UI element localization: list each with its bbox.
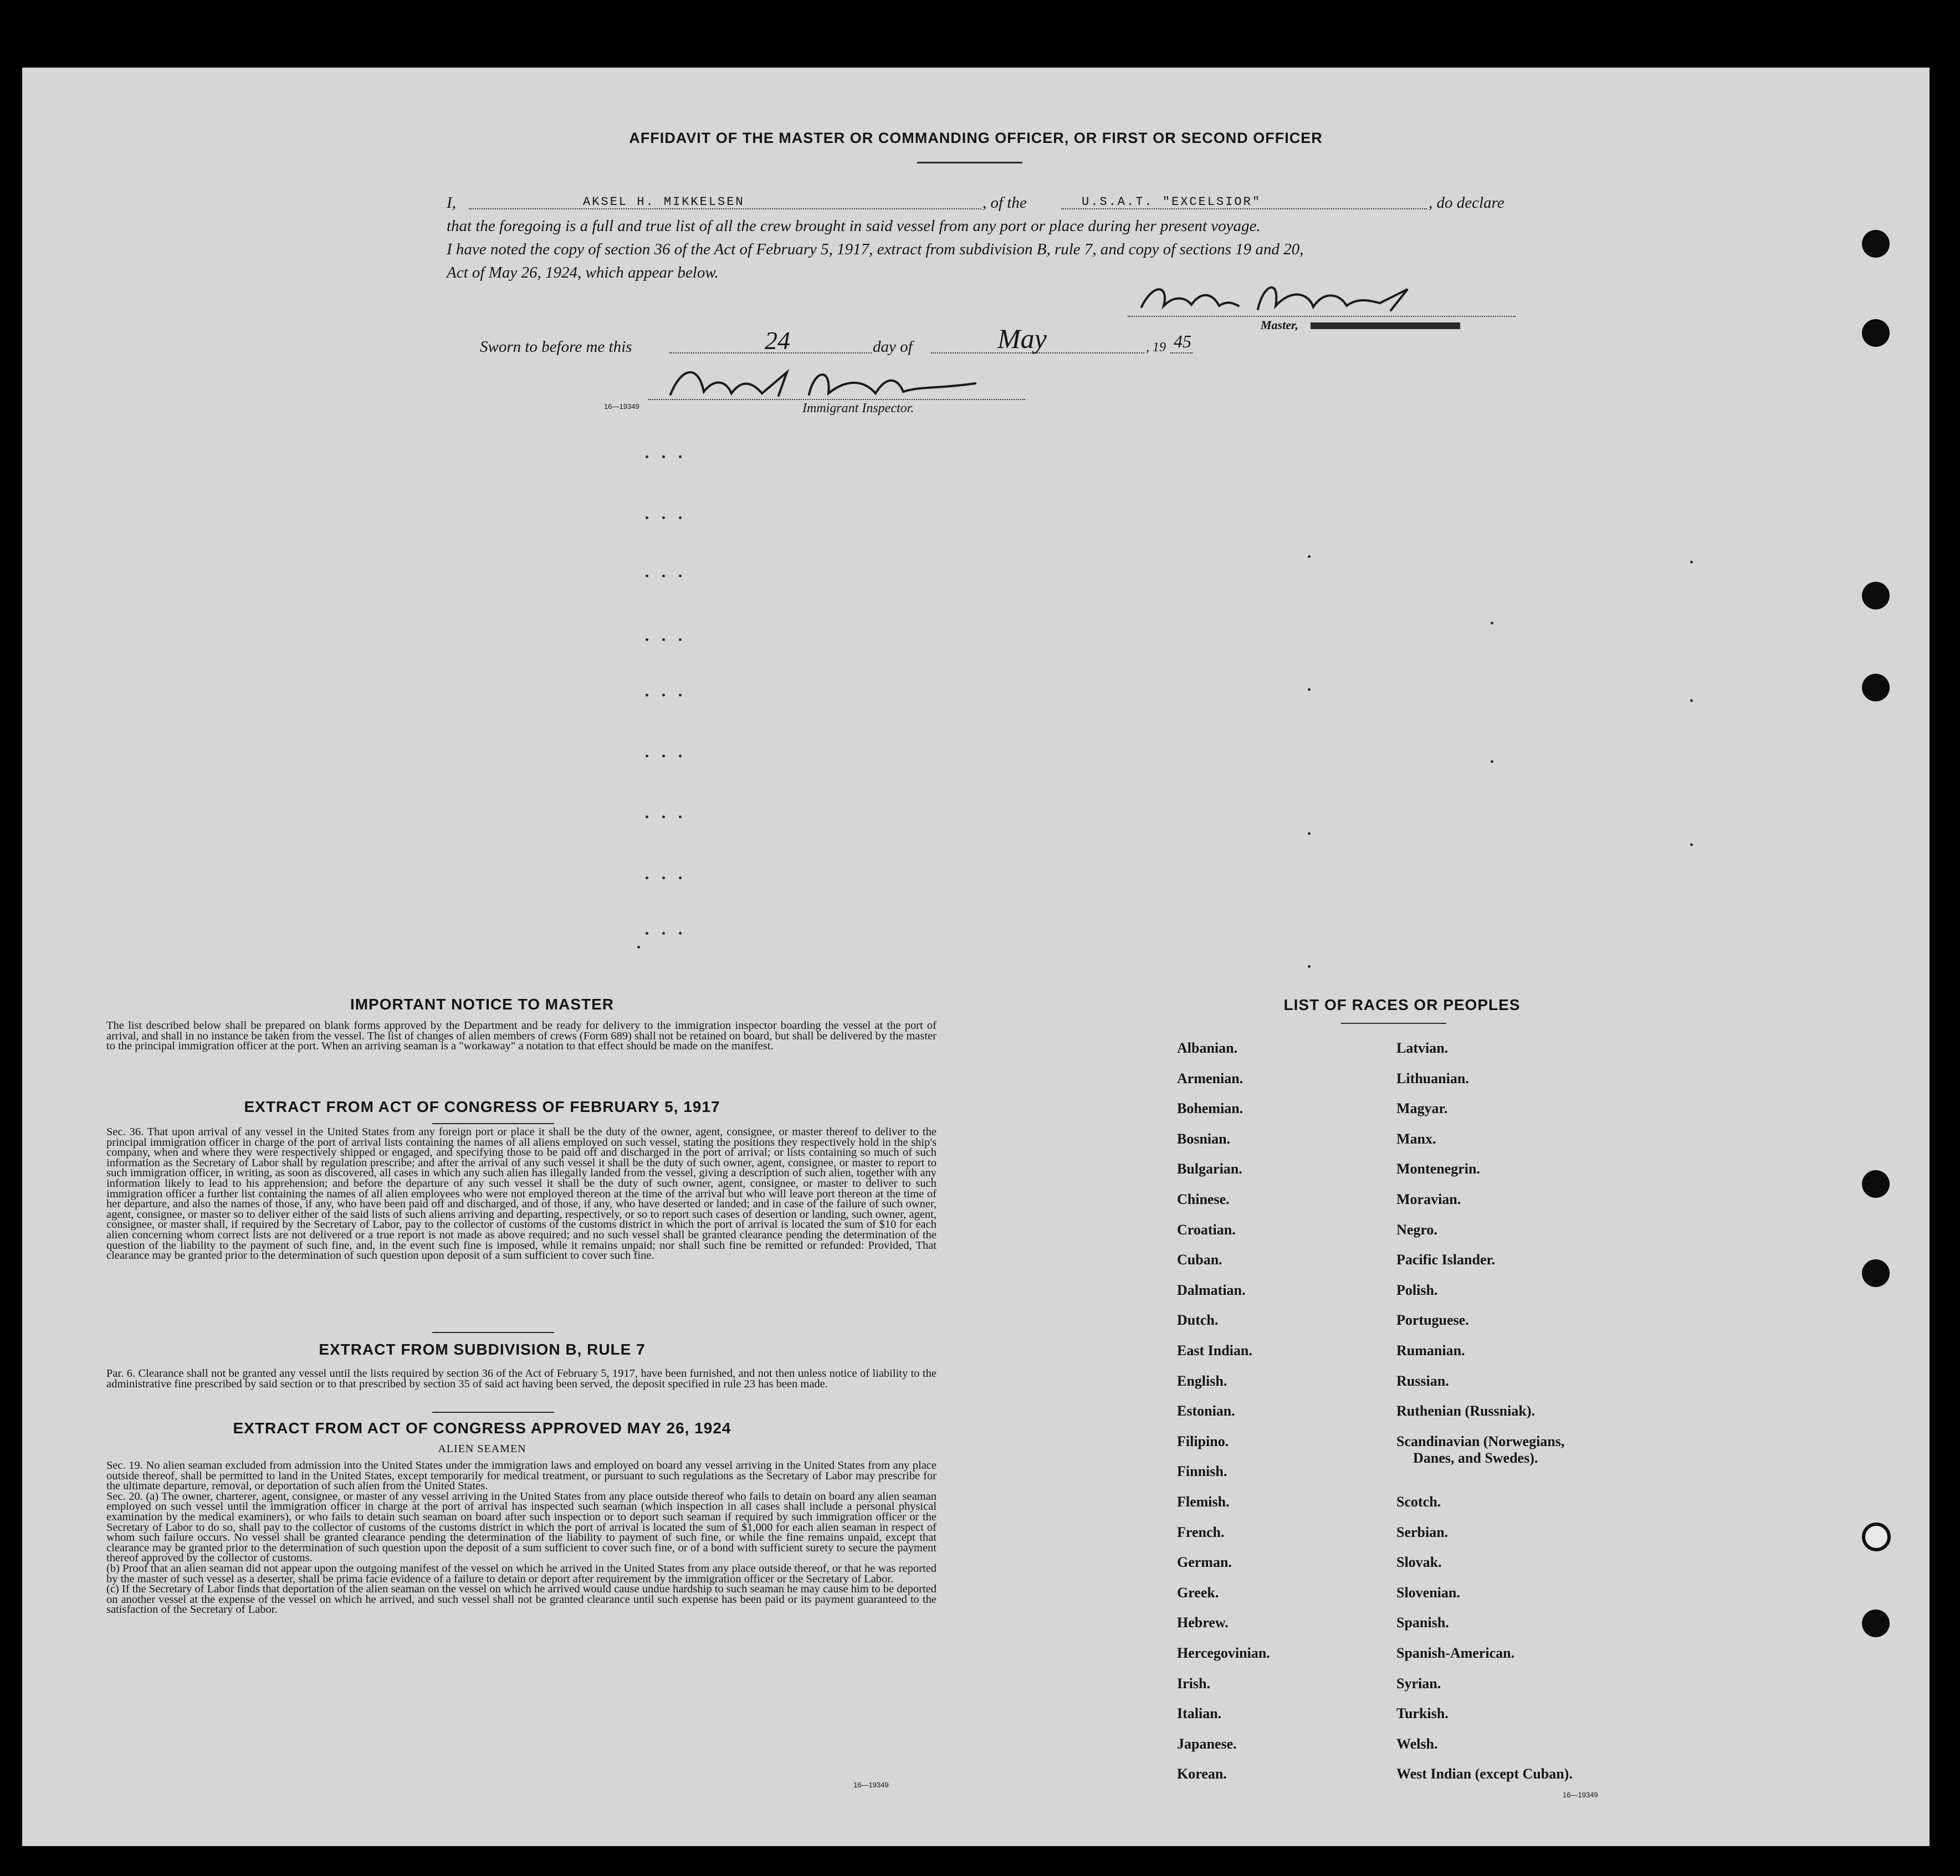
speck	[1491, 760, 1493, 763]
rule-7-overline	[432, 1332, 554, 1333]
extract-1924-text	[83, 1460, 936, 1615]
race-item: Scandinavian (Norwegians,	[1396, 1433, 1565, 1449]
race-item: Ruthenian (Russniak).	[1396, 1403, 1535, 1419]
race-item: Syrian.	[1396, 1675, 1441, 1692]
affidavit-line1-suffix: , do declare	[1429, 194, 1504, 212]
document-page	[22, 68, 1930, 1846]
race-item: Montenegrin.	[1396, 1161, 1480, 1177]
affidavit-line1-prefix: I,	[447, 194, 456, 212]
race-item: Italian.	[1177, 1705, 1222, 1722]
speck	[679, 755, 682, 757]
race-item: Greek.	[1177, 1584, 1219, 1601]
race-item: Slovak.	[1396, 1554, 1442, 1571]
race-item: Moravian.	[1396, 1191, 1461, 1207]
races-underline	[1341, 1023, 1446, 1024]
speck	[646, 932, 648, 935]
speck	[662, 877, 665, 879]
speck	[662, 932, 665, 935]
speck	[646, 755, 648, 757]
race-item: Negro.	[1396, 1221, 1437, 1238]
race-item: Pacific Islander.	[1396, 1252, 1496, 1268]
affidavit-form-number: 16—19349	[604, 402, 639, 411]
race-item: German.	[1177, 1554, 1232, 1571]
speck	[646, 455, 648, 458]
extract-form-number: 16—19349	[853, 1781, 889, 1789]
year-suffix: 45	[1174, 331, 1191, 351]
vessel-name: U.S.A.T. "EXCELSIOR"	[1082, 195, 1262, 209]
speck	[637, 946, 640, 949]
speck	[662, 694, 665, 696]
race-item: Latvian.	[1396, 1040, 1449, 1056]
master-label: Master,	[1261, 318, 1298, 332]
title-underline	[917, 162, 1022, 163]
race-item: Spanish.	[1396, 1614, 1449, 1631]
year-blank	[1170, 352, 1193, 353]
affidavit-line2: that the foregoing is a full and true list of all the crew brought in said vessel from any port or place during her present voyage.	[447, 217, 1261, 235]
race-item: Danes, and Swedes).	[1413, 1450, 1538, 1467]
speck	[1308, 832, 1311, 835]
speck	[646, 816, 648, 818]
race-item: Chinese.	[1177, 1191, 1230, 1207]
master-signature-line	[1128, 316, 1516, 317]
section-20a-paragraph: Sec. 20. (a) The owner, charterer, agent, consignee, or master of any vessel arriving in the United States from any place outside thereof who fails to detain on board any alien seaman employed on such vessel until the immigration officer in charge at the port of arrival has inspected such seaman (which inspection in all cases shall include a personal physical examination by the medical examiners), or who fails to detain such seaman on board after such inspection or to deport such seaman if required by such immigration officer or the Secretary of Labor to do so, shall pay to the collector of customs of the customs district in which the port of arrival is located the sum of $1,000 for each alien seaman in respect of whom such failure occurs. No vessel shall be granted clearance pending the determination of the liability to payment of such fine, or while the fine remains unpaid, except that clearance may be granted prior to the determination of such question upon the deposit of a sum sufficient to cover such fine, or of a bond with sufficient surety to secure the payment thereof approved by the collector of customs.	[106, 1490, 936, 1565]
speck	[679, 455, 682, 458]
race-item: Portuguese.	[1396, 1312, 1469, 1329]
race-item: Slovenian.	[1396, 1584, 1460, 1601]
extract-1917-title: EXTRACT FROM ACT OF CONGRESS OF FEBRUARY 5, 1917	[244, 1098, 720, 1115]
race-item: Estonian.	[1177, 1403, 1235, 1419]
speck	[646, 575, 648, 577]
race-item: Irish.	[1177, 1675, 1210, 1692]
punch-hole	[1862, 674, 1890, 701]
race-item: Finnish.	[1177, 1463, 1227, 1480]
race-item: West Indian (except Cuban).	[1396, 1766, 1573, 1782]
day-of-label: day of	[873, 338, 913, 356]
punch-hole	[1862, 1523, 1891, 1551]
race-item: Bulgarian.	[1177, 1161, 1242, 1177]
speck	[679, 816, 682, 818]
declarant-name: AKSEL H. MIKKELSEN	[583, 195, 745, 209]
speck	[646, 877, 648, 879]
race-item: Lithuanian.	[1396, 1070, 1469, 1086]
speck	[646, 694, 648, 696]
race-item: Dalmatian.	[1177, 1282, 1246, 1298]
extract-1917-text	[83, 1127, 936, 1261]
master-signature	[1130, 273, 1507, 322]
races-form-number: 16—19349	[1563, 1791, 1598, 1799]
speck	[662, 755, 665, 757]
race-item: Croatian.	[1177, 1221, 1236, 1238]
punch-hole	[1862, 230, 1890, 258]
races-title: LIST OF RACES OR PEOPLES	[1283, 996, 1521, 1013]
race-item: Dutch.	[1177, 1312, 1219, 1329]
punch-hole	[1862, 319, 1890, 347]
race-item: Rumanian.	[1396, 1342, 1465, 1359]
speck	[1308, 555, 1311, 558]
speck	[1308, 965, 1311, 968]
speck	[1491, 622, 1493, 624]
race-item: Polish.	[1396, 1282, 1438, 1298]
speck	[662, 575, 665, 577]
race-item: French.	[1177, 1524, 1225, 1540]
struck-out-text	[1311, 322, 1460, 329]
section-20b-paragraph: (b) Proof that an alien seaman did not appear upon the outgoing manifest of the vessel on which he arrived in the United States from any place outside thereof, or that he was reported by the master of such vessel as a deserter, shall be prima facie evidence of a failure to detain or deport after requirement by the immigration officer or the Secretary of Labor.	[106, 1562, 936, 1585]
extract-rule7-title: EXTRACT FROM SUBDIVISION B, RULE 7	[319, 1341, 646, 1358]
race-item: Welsh.	[1396, 1735, 1438, 1752]
extract-1924-title: EXTRACT FROM ACT OF CONGRESS APPROVED MAY 26, 1924	[233, 1419, 731, 1437]
race-item: Korean.	[1177, 1766, 1227, 1782]
race-item: Hercegovinian.	[1177, 1645, 1270, 1661]
race-item: Spanish-American.	[1396, 1645, 1515, 1661]
extract-rule7-text	[83, 1368, 936, 1389]
speck	[679, 694, 682, 696]
speck	[1308, 688, 1311, 691]
speck	[662, 816, 665, 818]
extract-1917-underline	[432, 1123, 554, 1124]
inspector-label: Immigrant Inspector.	[802, 401, 914, 416]
speck	[646, 516, 648, 519]
speck	[679, 638, 682, 641]
race-item: Bosnian.	[1177, 1130, 1231, 1147]
speck	[679, 575, 682, 577]
affidavit-line1-mid: , of the	[982, 194, 1027, 212]
race-item: Cuban.	[1177, 1252, 1222, 1268]
race-item: Serbian.	[1396, 1524, 1449, 1540]
race-item: Japanese.	[1177, 1735, 1237, 1752]
notice-text	[83, 1021, 936, 1052]
race-item: Flemish.	[1177, 1494, 1230, 1510]
section-19-paragraph: Sec. 19. No alien seaman excluded from admission into the United States under the immigration laws and employed on board any vessel arriving in the United States from any place outside thereof, shall be permitted to land in the United States, except temporarily for medical treatment, or pursuant to such regulations as the Secretary of Labor may prescribe for the ultimate departure, removal, or deportation of such alien from the United States.	[106, 1459, 936, 1493]
race-item: Russian.	[1396, 1372, 1449, 1389]
race-item: Albanian.	[1177, 1040, 1238, 1056]
punch-hole	[1862, 1610, 1890, 1637]
punch-hole	[1862, 582, 1890, 609]
extract-1924-subtitle: ALIEN SEAMEN	[438, 1443, 526, 1455]
speck	[679, 932, 682, 935]
sworn-day: 24	[765, 326, 790, 355]
race-item: Armenian.	[1177, 1070, 1243, 1086]
race-item: Filipino.	[1177, 1433, 1229, 1449]
speck	[1690, 843, 1693, 846]
punch-hole	[1862, 1259, 1890, 1287]
speck	[679, 877, 682, 879]
affidavit-line3: I have noted the copy of section 36 of the Act of February 5, 1917, extract from subdivision B, rule 7, and copy of sections 19 and 20,	[447, 240, 1304, 258]
race-item: East Indian.	[1177, 1342, 1252, 1359]
year-prefix: , 19	[1146, 340, 1166, 355]
race-item: Magyar.	[1396, 1100, 1448, 1117]
punch-hole	[1862, 1170, 1890, 1198]
rule-7-paragraph: Par. 6. Clearance shall not be granted any vessel until the lists required by section 36 of the Act of February 5, 1917, have been furnished, and not then unless notice of liability to the administrative fine prescribed by said section or to that prescribed by section 35 of said act having been served, the deposit specified in rule 23 has been made.	[106, 1367, 936, 1390]
sworn-month: May	[997, 323, 1047, 354]
speck	[662, 516, 665, 519]
extract-1924-overline	[432, 1412, 554, 1413]
speck	[679, 516, 682, 519]
affidavit-line4: Act of May 26, 1924, which appear below.	[447, 264, 719, 281]
inspector-signature-line	[648, 399, 1025, 400]
speck	[646, 638, 648, 641]
race-item: English.	[1177, 1372, 1227, 1389]
section-20c-paragraph: (c) If the Secretary of Labor finds that deportation of the alien seaman on the vessel on which he arrived would cause undue hardship to such seaman he may cause him to be deported on another vessel at the expense of the vessel on which he arrived, and such vessel shall not be granted clearance until such expense has been paid or its payment guaranteed to the satisfaction of the Secretary of Labor.	[106, 1583, 936, 1616]
race-item: Turkish.	[1396, 1705, 1449, 1722]
race-item: Bohemian.	[1177, 1100, 1243, 1117]
section-36-paragraph: Sec. 36. That upon arrival of any vessel in the United States from any foreign port or place it shall be the duty of the owner, agent, consignee, or master thereof to deliver to the principal immigration officer in charge of the port of arrival lists containing the names of all aliens employed on such vessel, stating the positions they respectively hold in the ship's company, when and where they were respectively shipped or engaged, and specifying those to be paid off and discharged in the port of arrival; or lists containing so much of such information as the Secretary of Labor shall by regulation prescribe; and after the arrival of any such vessel it shall be the duty of such owner, agent, consignee, or master to report to such immigration officer, in writing, as soon as discovered, all cases in which any such alien has illegally landed from the vessel, giving a description of such alien, together with any information likely to lead to his apprehension; and before the departure of any such vessel it shall be the duty of such owner, agent, consignee, or master to deliver to such immigration officer a further list containing the names of all alien employees who were not employed thereon at the time of the arrival but who will leave port thereon at the time of her departure, and also the names of those, if any, who have been paid off and discharged, and of those, if any, who have deserted or landed; and in case of the failure of such owner, agent, consignee, or master so to deliver either of the said lists of such aliens arriving and departing, respectively, or so to report such cases of desertion or landing, such owner, agent, consignee, or master shall, if required by the Secretary of Labor, pay to the collector of customs of the customs district in which the port of arrival is located the sum of $10 for each alien concerning whom correct lists are not delivered or a true report is not made as above required; and no such vessel shall be granted clearance pending the determination of the question of the liability to the payment of such fine, and, in the event such fine is imposed, while it remains unpaid; nor shall such fine be remitted or refunded: Provided, That clearance may be granted prior to the determination of such question upon deposit of a sum sufficient to cover such fine.	[106, 1126, 936, 1262]
sworn-prefix: Sworn to before me this	[480, 338, 632, 356]
notice-paragraph: The list described below shall be prepared on blank forms approved by the Department and be ready for delivery to the immigration inspector boarding the vessel at the port of arrival, and shall in no instance be taken from the vessel. The list of changes of alien members of crews (Form 689) shall not be retained on board, but shall be delivered by the master to the principal immigration officer at the port. When an arriving seaman is a "workaway" a notation to that effect should be made on the manifest.	[106, 1019, 936, 1053]
race-item: Hebrew.	[1177, 1614, 1229, 1631]
affidavit-title: AFFIDAVIT OF THE MASTER OR COMMANDING OFFICER, OR FIRST OR SECOND OFFICER	[629, 130, 1323, 146]
race-item: Manx.	[1396, 1130, 1436, 1147]
speck	[1690, 561, 1693, 563]
notice-title: IMPORTANT NOTICE TO MASTER	[350, 996, 615, 1013]
race-item: Scotch.	[1396, 1494, 1441, 1510]
speck	[662, 455, 665, 458]
speck	[1690, 699, 1693, 702]
speck	[662, 638, 665, 641]
